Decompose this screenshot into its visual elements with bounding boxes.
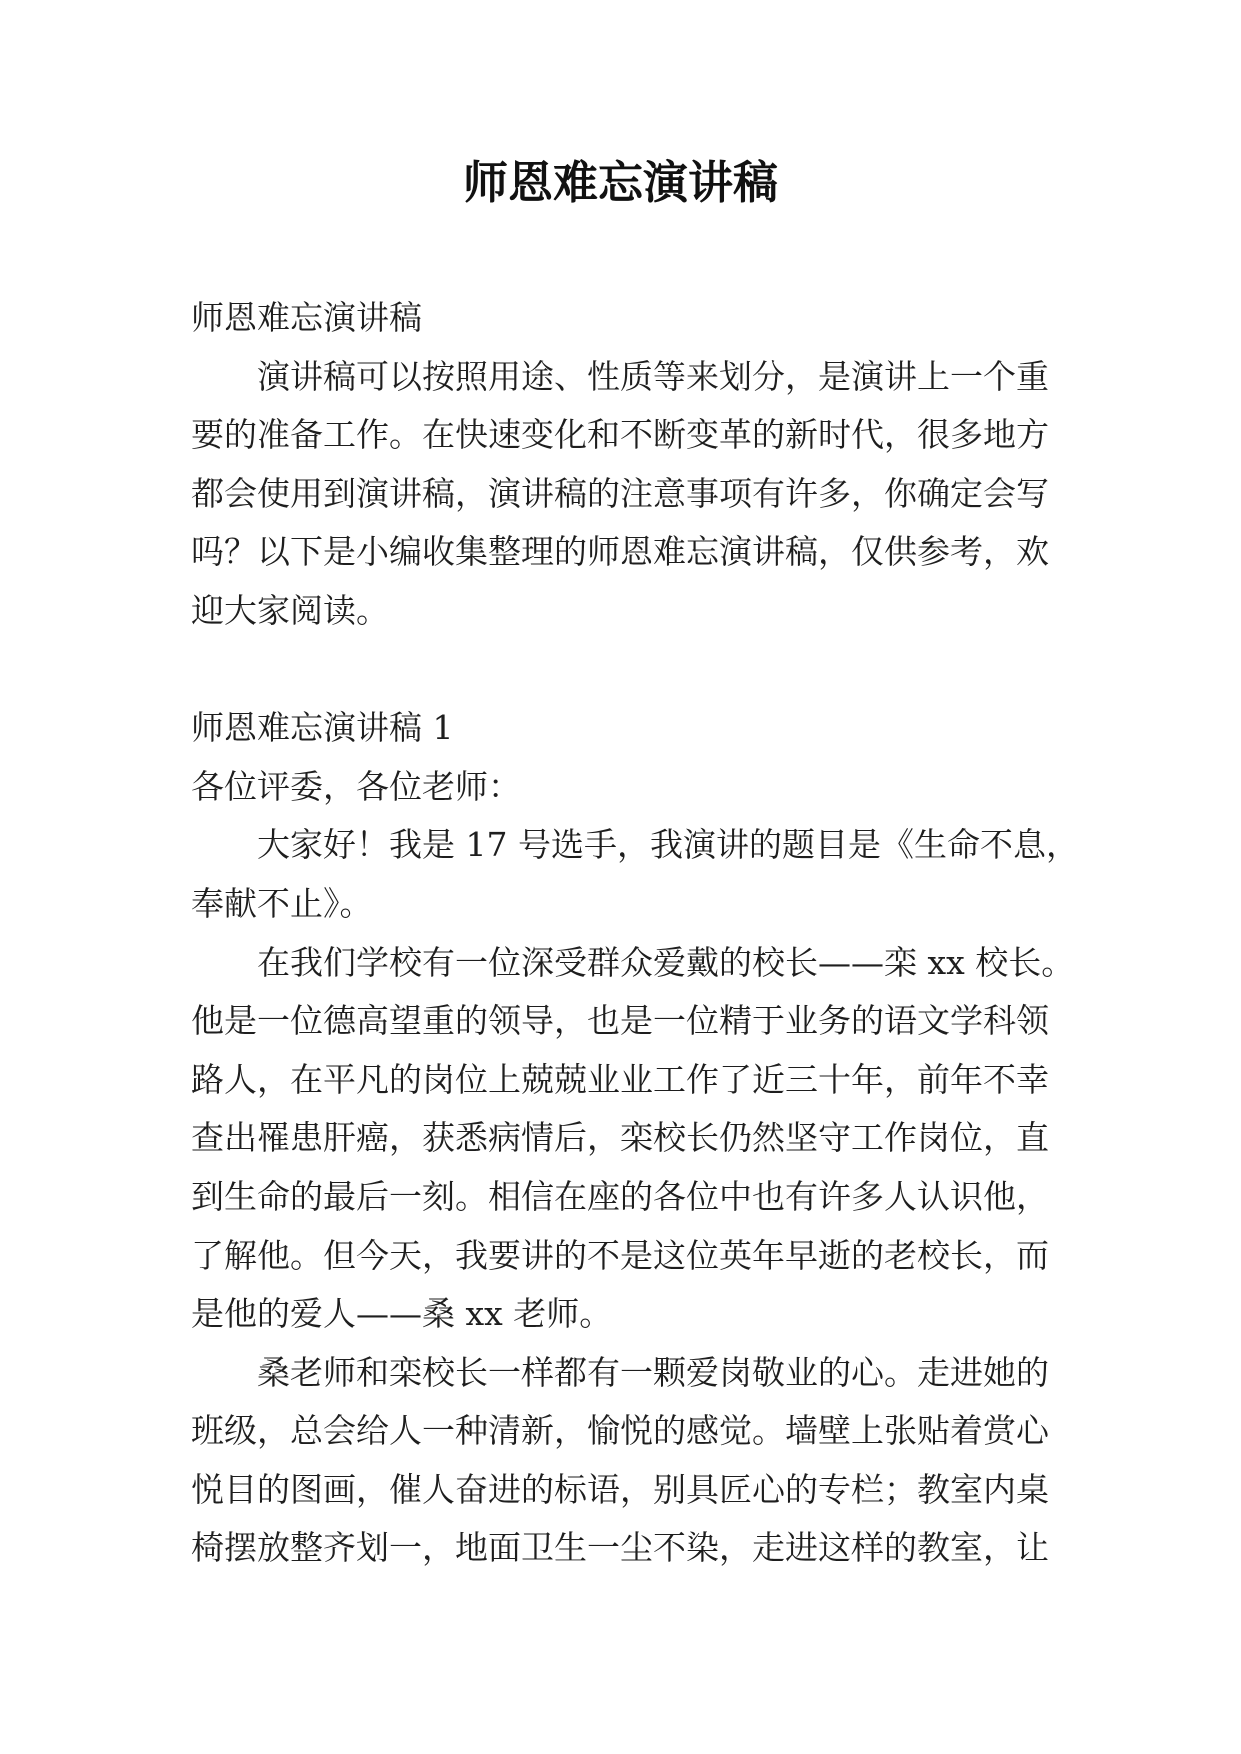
intro-paragraph [191,348,1071,641]
document-title: 师恩难忘演讲稿 [462,156,778,209]
paragraph-line: 吗？以下是小编收集整理的师恩难忘演讲稿，仅供参考，欢 [191,532,1049,572]
paragraph-line: 悦目的图画，催人奋进的标语，别具匠心的专栏；教室内桌 [191,1469,1049,1509]
paragraph-line: 演讲稿可以按照用途、性质等来划分，是演讲上一个重 [257,356,1049,396]
intro-heading: 师恩难忘演讲稿 [191,298,422,337]
paragraph-line: 到生命的最后一刻。相信在座的各位中也有许多人认识他， [191,1176,1049,1216]
paragraph-line: 桑老师和栾校长一样都有一颗爱岗敬业的心。走进她的 [257,1352,1049,1392]
paragraph-line: 要的准备工作。在快速变化和不断变革的新时代，很多地方 [191,415,1049,455]
paragraph-line: 班级，总会给人一种清新，愉悦的感觉。墙壁上张贴着赏心 [191,1411,1049,1451]
blank-line [191,641,1071,700]
document-body [191,289,1079,1578]
speech-paragraph-1 [191,816,1079,933]
paragraph-line: 大家好！我是 17 号选手，我演讲的题目是《生命不息， [257,825,1079,865]
paragraph-line: 是他的爱人——桑 xx 老师。 [191,1294,613,1334]
paragraph-line: 椅摆放整齐划一，地面卫生一尘不染，走进这样的教室，让 [191,1528,1049,1568]
paragraph-line: 迎大家阅读。 [191,590,389,630]
speech-paragraph-2 [191,934,1075,1344]
paragraph-line: 了解他。但今天，我要讲的不是这位英年早逝的老校长，而 [191,1235,1049,1275]
section-heading: 师恩难忘演讲稿 1 [191,708,454,748]
paragraph-line: 都会使用到演讲稿，演讲稿的注意事项有许多，你确定会写 [191,473,1049,513]
paragraph-line: 他是一位德高望重的领导，也是一位精于业务的语文学科领 [191,1001,1049,1041]
speech-paragraph-3 [191,1344,1071,1578]
paragraph-line: 查出罹患肝癌，获悉病情后，栾校长仍然坚守工作岗位，直 [191,1118,1049,1158]
paragraph-line: 奉献不止》。 [191,883,373,923]
salutation: 各位评委，各位老师： [191,766,521,806]
paragraph-line: 在我们学校有一位深受群众爱戴的校长——栾 xx 校长。 [257,942,1075,982]
paragraph-line: 路人，在平凡的岗位上兢兢业业工作了近三十年，前年不幸 [191,1059,1049,1099]
